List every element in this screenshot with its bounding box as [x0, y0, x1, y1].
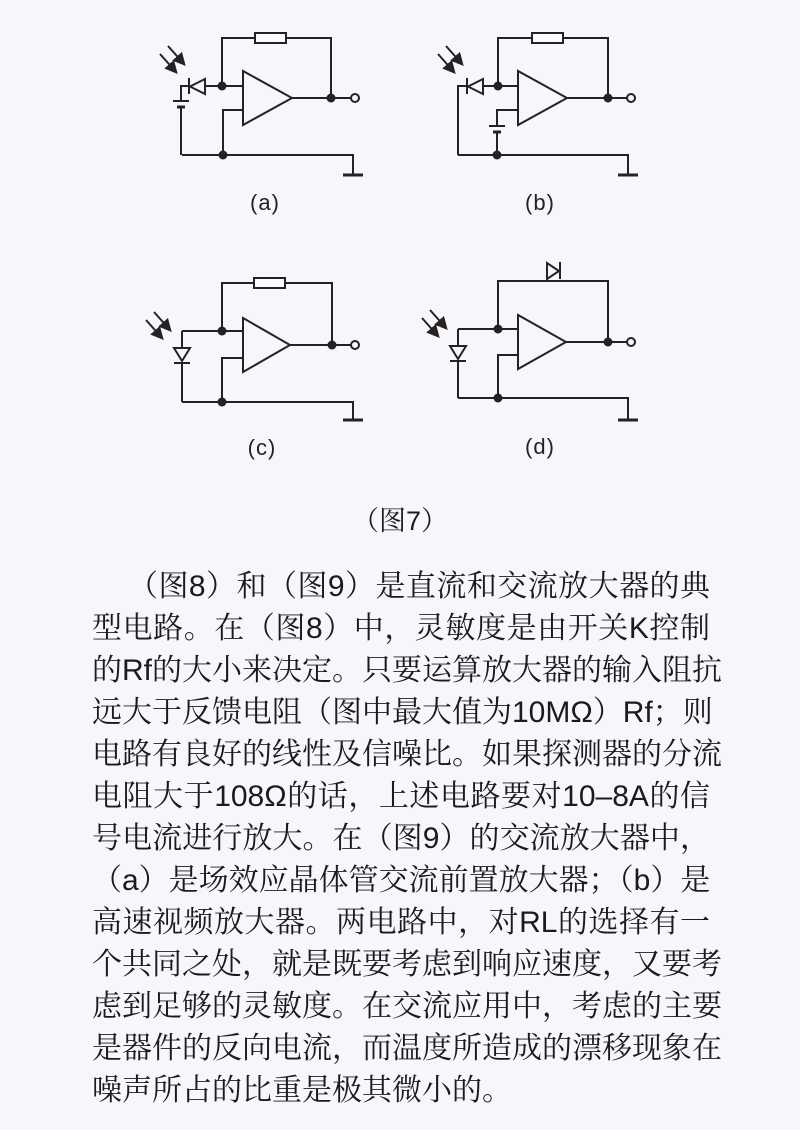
circuit-a-schematic — [140, 10, 400, 190]
light-arrows-icon — [422, 310, 446, 336]
feedback-wire — [498, 38, 608, 98]
paragraph-line: （a）是场效应晶体管交流前置放大器；（b）是 — [92, 864, 711, 897]
paragraph-line: 虑到足够的灵敏度。在交流应用中，考虑的主要 — [92, 990, 722, 1023]
paragraph-line: 电阻大于108Ω的话，上述电路要对10–8A的信 — [92, 780, 710, 813]
output-terminal-icon — [627, 94, 635, 102]
circuit-b-schematic — [420, 10, 680, 190]
paragraph-line: 电路有良好的线性及信噪比。如果探测器的分流 — [92, 738, 722, 771]
ground-wire — [458, 155, 628, 175]
circuit-c-label: (c) — [247, 435, 277, 460]
feedback-wire — [222, 283, 332, 345]
opamp-icon — [243, 318, 290, 372]
paragraph-line: 个共同之处，就是既要考虑到响应速度，又要考 — [92, 948, 722, 981]
ground-wire — [182, 402, 353, 420]
circuit-d-schematic — [400, 250, 680, 435]
figure-7 — [0, 0, 800, 560]
photodiode-icon — [174, 331, 190, 402]
feedback-resistor-icon — [255, 33, 286, 43]
noninverting-input-wire — [498, 355, 518, 398]
opamp-icon — [518, 71, 567, 125]
light-arrows-icon — [146, 312, 170, 338]
opamp-icon — [243, 71, 292, 125]
figure-caption: （图7） — [351, 506, 449, 536]
paragraph-line: 噪声所占的比重是极其微小的。 — [92, 1074, 512, 1107]
photodiode-icon — [450, 329, 466, 398]
battery-icon — [173, 101, 189, 155]
paragraph-line: 的Rf的大小来决定。只要运算放大器的输入阻抗 — [92, 654, 722, 687]
paragraph-line: 型电路。在（图8）中，灵敏度是由开关K控制 — [92, 612, 710, 645]
noninverting-input-wire — [497, 110, 518, 126]
circuit-c-schematic — [120, 250, 400, 435]
opamp-icon — [518, 315, 566, 369]
ground-wire — [458, 398, 628, 420]
circuit-d-label: (d) — [525, 434, 555, 459]
photodiode-icon — [458, 78, 483, 155]
circuit-b — [420, 10, 680, 190]
feedback-resistor-icon — [254, 278, 285, 288]
feedback-diode-icon — [547, 262, 560, 279]
paragraph-line: 远大于反馈电阻（图中最大值为10MΩ）Rf；则 — [92, 696, 713, 729]
circuit-a — [140, 10, 400, 190]
noninverting-input-wire — [223, 110, 243, 155]
body-paragraph — [92, 566, 722, 1112]
output-terminal-icon — [351, 341, 359, 349]
circuit-d — [400, 250, 680, 435]
circuit-a-label: (a) — [250, 190, 280, 215]
light-arrows-icon — [438, 46, 462, 72]
circuit-b-label: (b) — [525, 190, 555, 215]
paragraph-line: 高速视频放大器。两电路中，对RL的选择有一 — [92, 906, 710, 939]
paragraph-line: 号电流进行放大。在（图9）的交流放大器中， — [92, 822, 710, 855]
photodiode-icon — [181, 78, 205, 101]
feedback-resistor-icon — [532, 33, 563, 43]
feedback-wire — [498, 281, 608, 342]
noninverting-input-wire — [222, 358, 243, 402]
output-terminal-icon — [627, 338, 635, 346]
output-terminal-icon — [351, 94, 359, 102]
paragraph-line: （图8）和（图9）是直流和交流放大器的典 — [128, 570, 710, 603]
paragraph-line: 是器件的反向电流，而温度所造成的漂移现象在 — [92, 1032, 722, 1065]
circuit-c — [120, 250, 400, 435]
light-arrows-icon — [160, 46, 184, 72]
ground-wire — [182, 155, 353, 175]
